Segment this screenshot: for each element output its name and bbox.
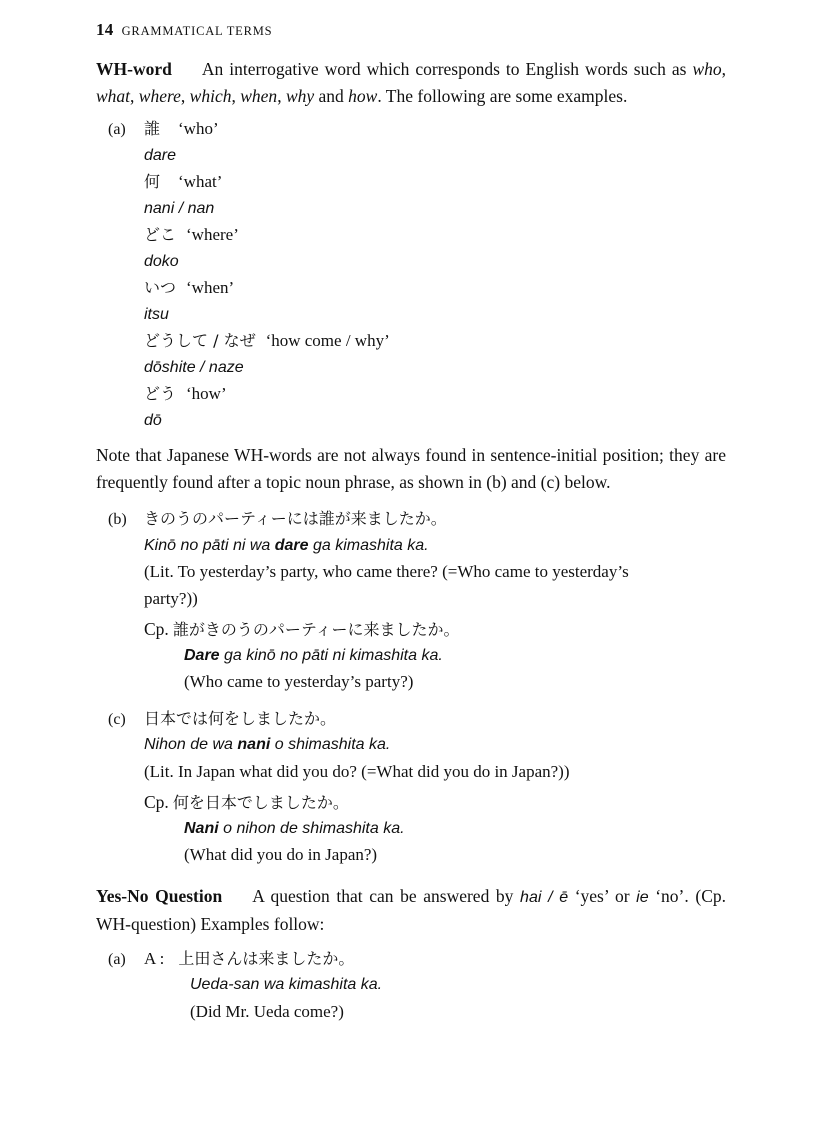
running-header [96,20,726,44]
jp-word: どう [144,384,177,403]
speaker-label: A : [144,948,165,968]
example-marker: (c) [108,710,126,728]
romaji-sentence: Ueda-san wa kimashita ka. [190,976,383,993]
translation: (What did you do in Japan?) [184,845,378,864]
romaji: nani / nan [144,199,215,217]
gloss: ‘how’ [186,384,227,403]
page [96,20,726,1025]
note-paragraph: Note that Japanese WH-words are not always found in sentence-initial position; they are frequently found after a topic noun phrase, as shown in (b) and (c) below. [96,445,726,492]
cp-label: Cp. [144,619,169,639]
translation: (Who came to yesterday’s party?) [184,672,414,691]
romaji-sentence: Nani o nihon de shimashita ka. [184,819,405,837]
yes-no-definition: Yes-No Question A question that can be answered by hai / ē ‘yes’ or ie ‘no’. (Cp. WH-question) Examples follow: [96,885,726,934]
jp-sentence: 何を日本でしましたか。 [172,793,349,812]
wh-term: WH-word [96,59,172,79]
page-number: 14 [96,20,114,39]
yes-no-term: Yes-No Question [96,885,223,906]
gloss: ‘who’ [178,119,219,138]
jp-word: どこ [144,225,177,244]
yes-no-example [96,946,726,1026]
translation: (Did Mr. Ueda come?) [190,1001,344,1021]
romaji-sentence: Nihon de wa nani o shimashita ka. [144,736,391,753]
wh-word-list [96,116,726,434]
jp-word: どうして / なぜ [144,331,256,350]
literal-translation-cont: party?)) [144,588,198,608]
example-marker: (b) [108,511,127,528]
romaji: dare [144,146,177,164]
jp-sentence: 日本では何をしましたか。 [144,708,337,728]
romaji-sentence: Dare ga kinō no pāti ni kimashita ka. [184,646,443,664]
jp-sentence: きのうのパーティーには誰が来ましたか。 [144,509,447,528]
example-marker: (a) [108,121,126,138]
romaji: doko [144,252,179,270]
gloss: ‘where’ [186,225,239,244]
jp-sentence: 上田さんは来ましたか。 [178,948,355,968]
example-c [96,706,726,869]
jp-word: 何 [144,172,161,191]
gloss: ‘when’ [186,278,235,297]
jp-word: いつ [144,278,177,297]
romaji: dōshite / naze [144,358,244,376]
romaji-sentence: Kinō no pāti ni wa dare ga kimashita ka. [144,536,429,554]
running-title: GRAMMATICAL TERMS [121,24,273,38]
literal-translation: (Lit. To yesterday’s party, who came there? (=Who came to yesterday’s [144,562,629,581]
romaji: itsu [144,305,169,323]
wh-definition: WH-word An interrogative word which corresponds to English words such as who, what, where, which, when, why and how. The following are some examples. [96,59,726,106]
literal-translation: (Lit. In Japan what did you do? (=What did you do in Japan?)) [144,761,570,781]
gloss: ‘how come / why’ [265,331,390,350]
gloss: ‘what’ [178,172,223,191]
jp-sentence: 誰がきのうのパーティーに来ましたか。 [172,620,460,639]
example-b [96,506,726,696]
example-marker: (a) [108,950,126,968]
jp-word: 誰 [144,119,161,138]
romaji: dō [144,411,162,429]
cp-label: Cp. [144,792,169,812]
